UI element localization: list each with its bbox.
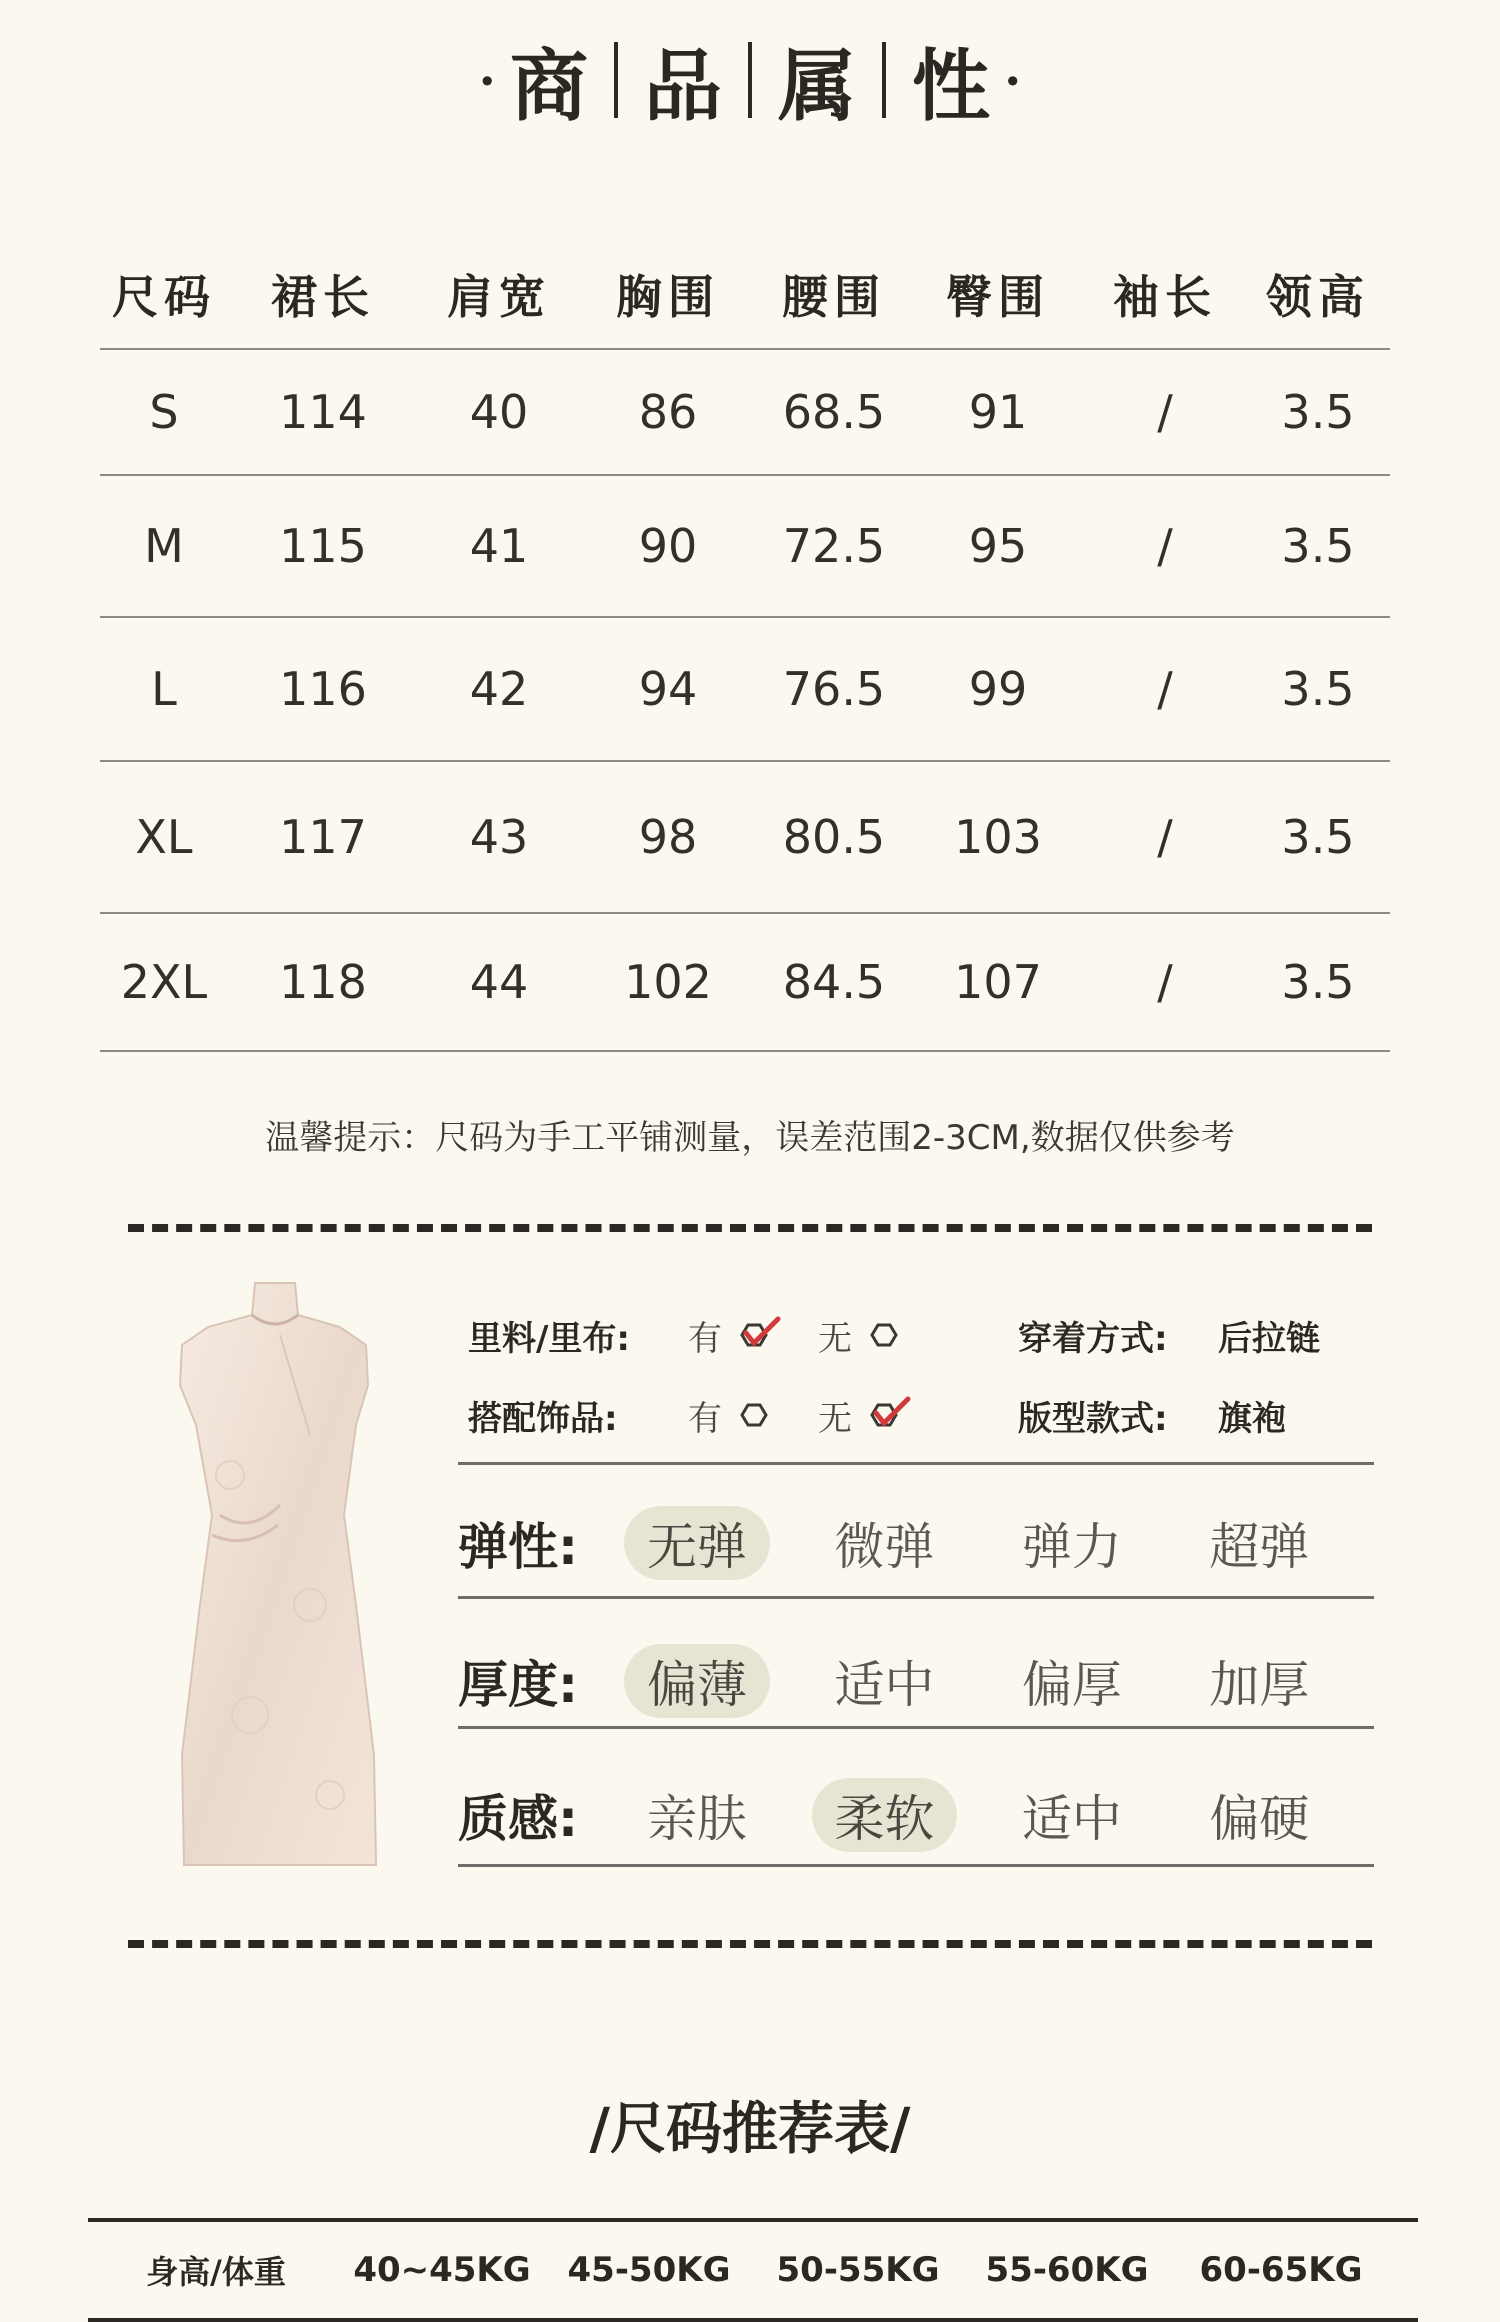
texture-option: 适中 xyxy=(1021,1790,1122,1848)
divider-line xyxy=(458,1462,1374,1465)
cell-collar: 3.5 xyxy=(1281,955,1355,1009)
header-collar: 领高 xyxy=(1266,270,1370,324)
title-char-1: 商 xyxy=(509,41,588,132)
cell-collar: 3.5 xyxy=(1281,519,1355,573)
cell-bust: 94 xyxy=(638,662,698,716)
cell-waist: 76.5 xyxy=(782,662,886,716)
rec-header-weight: 50-55KG xyxy=(776,2250,940,2290)
title-separator xyxy=(748,42,752,118)
title-separator xyxy=(882,42,886,118)
cell-size: XL xyxy=(135,810,193,864)
elasticity-option: 超弹 xyxy=(1209,1518,1310,1576)
accessory-label: 搭配饰品: xyxy=(468,1398,618,1439)
cell-bust: 98 xyxy=(638,810,698,864)
cell-length: 116 xyxy=(279,662,367,716)
size-table-header xyxy=(100,240,1390,350)
title-char-4: 性 xyxy=(912,41,991,132)
cell-sleeve: / xyxy=(1157,810,1173,864)
cell-size: 2XL xyxy=(120,955,208,1009)
elasticity-row xyxy=(458,1498,1374,1588)
table-row xyxy=(100,762,1390,914)
cell-bust: 86 xyxy=(638,385,698,439)
rec-header-weight: 45-50KG xyxy=(567,2250,731,2290)
divider-line xyxy=(458,1726,1374,1729)
cell-waist: 68.5 xyxy=(782,385,886,439)
wear-label: 穿着方式: xyxy=(1018,1318,1168,1359)
table-row xyxy=(100,618,1390,762)
cell-length: 117 xyxy=(279,810,367,864)
elasticity-option: 弹力 xyxy=(1021,1518,1122,1576)
header-waist: 腰围 xyxy=(782,270,886,324)
header-hip: 臀围 xyxy=(946,270,1050,324)
rec-header-height-weight: 身高/体重 xyxy=(146,2253,286,2291)
thickness-row xyxy=(458,1636,1374,1726)
header-shoulder: 肩宽 xyxy=(447,270,551,324)
rec-header-weight: 55-60KG xyxy=(985,2250,1149,2290)
size-recommend-header xyxy=(88,2218,1418,2322)
cell-collar: 3.5 xyxy=(1281,662,1355,716)
cell-hip: 95 xyxy=(968,519,1028,573)
header-bust: 胸围 xyxy=(616,270,720,324)
elasticity-option: 微弹 xyxy=(834,1518,935,1576)
thickness-option: 加厚 xyxy=(1209,1656,1310,1714)
title-char-2: 品 xyxy=(643,41,722,132)
rec-header-weight: 40~45KG xyxy=(353,2250,531,2290)
thickness-option-selected: 偏薄 xyxy=(624,1644,769,1718)
cell-shoulder: 42 xyxy=(469,662,529,716)
style-value: 旗袍 xyxy=(1218,1398,1286,1439)
table-row xyxy=(100,914,1390,1052)
cell-shoulder: 40 xyxy=(469,385,529,439)
cell-sleeve: / xyxy=(1157,519,1173,573)
dashed-divider xyxy=(128,1940,1372,1948)
table-row xyxy=(100,350,1390,476)
table-row xyxy=(100,476,1390,618)
lining-row xyxy=(468,1295,1388,1375)
thickness-option: 偏厚 xyxy=(1021,1656,1122,1714)
cell-hip: 91 xyxy=(968,385,1028,439)
check-icon xyxy=(864,1395,914,1435)
elasticity-option-selected: 无弹 xyxy=(624,1506,769,1580)
size-table xyxy=(100,240,1390,1052)
texture-option: 亲肤 xyxy=(646,1790,747,1848)
accessory-no-label: 无 xyxy=(818,1398,852,1439)
texture-label: 质感: xyxy=(458,1790,578,1848)
cell-sleeve: / xyxy=(1157,955,1173,1009)
title-dot-right: · xyxy=(1004,50,1022,110)
lining-yes-label: 有 xyxy=(688,1318,722,1359)
divider-line xyxy=(458,1596,1374,1599)
texture-option-selected: 柔软 xyxy=(812,1778,957,1852)
cell-sleeve: / xyxy=(1157,385,1173,439)
page-title xyxy=(0,30,1500,130)
style-label: 版型款式: xyxy=(1018,1398,1168,1439)
texture-row xyxy=(458,1770,1374,1860)
size-recommend-title: /尺码推荐表/ xyxy=(589,2096,911,2162)
cell-hip: 103 xyxy=(954,810,1042,864)
elasticity-label: 弹性: xyxy=(458,1518,578,1576)
title-dot-left: · xyxy=(478,50,496,110)
empty-option-icon xyxy=(734,1395,784,1435)
cell-size: L xyxy=(151,662,177,716)
cell-shoulder: 43 xyxy=(469,810,529,864)
wear-value: 后拉链 xyxy=(1218,1318,1320,1359)
attribute-options xyxy=(468,1295,1388,1455)
rec-header-weight: 60-65KG xyxy=(1199,2250,1363,2290)
cell-hip: 99 xyxy=(968,662,1028,716)
cell-length: 115 xyxy=(279,519,367,573)
cell-bust: 102 xyxy=(624,955,712,1009)
title-separator xyxy=(614,42,618,118)
header-length: 裙长 xyxy=(271,270,375,324)
lining-no-label: 无 xyxy=(818,1318,852,1359)
texture-option: 偏硬 xyxy=(1209,1790,1310,1848)
cell-length: 118 xyxy=(279,955,367,1009)
dress-image xyxy=(160,1275,390,1875)
cell-hip: 107 xyxy=(954,955,1042,1009)
dress-illustration xyxy=(160,1275,390,1875)
cell-length: 114 xyxy=(279,385,367,439)
cell-size: M xyxy=(144,519,184,573)
thickness-option: 适中 xyxy=(834,1656,935,1714)
cell-shoulder: 44 xyxy=(469,955,529,1009)
measurement-tip: 温馨提示：尺码为手工平铺测量，误差范围2-3CM,数据仅供参考 xyxy=(265,1118,1235,1158)
header-size: 尺码 xyxy=(112,270,216,324)
accessory-row xyxy=(468,1375,1388,1455)
cell-waist: 84.5 xyxy=(782,955,886,1009)
header-sleeve: 袖长 xyxy=(1113,270,1217,324)
cell-collar: 3.5 xyxy=(1281,810,1355,864)
cell-waist: 80.5 xyxy=(782,810,886,864)
cell-size: S xyxy=(149,385,179,439)
lining-label: 里料/里布: xyxy=(468,1318,631,1359)
accessory-yes-label: 有 xyxy=(688,1398,722,1439)
title-char-3: 属 xyxy=(778,41,857,132)
dashed-divider xyxy=(128,1224,1372,1232)
cell-sleeve: / xyxy=(1157,662,1173,716)
check-icon xyxy=(734,1315,784,1355)
divider-line xyxy=(458,1864,1374,1867)
cell-waist: 72.5 xyxy=(782,519,886,573)
cell-shoulder: 41 xyxy=(469,519,529,573)
thickness-label: 厚度: xyxy=(458,1656,578,1714)
empty-option-icon xyxy=(864,1315,914,1355)
cell-bust: 90 xyxy=(638,519,698,573)
cell-collar: 3.5 xyxy=(1281,385,1355,439)
